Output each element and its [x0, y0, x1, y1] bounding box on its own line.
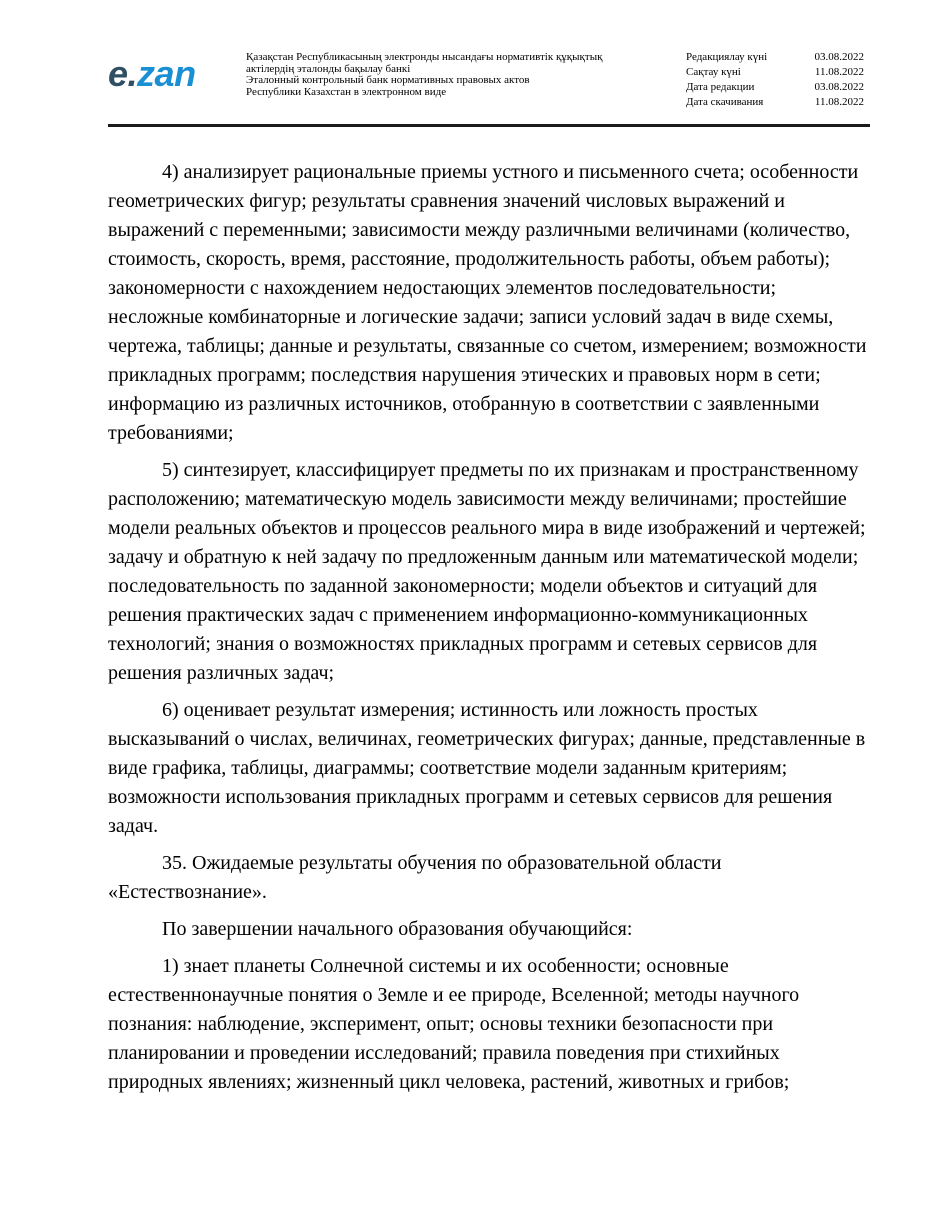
- header-line: Қазақстан Республикасының электронды нысандағы нормативтік құқықтық: [246, 51, 603, 63]
- header-line: Республики Казахстан в электронном виде: [246, 85, 447, 98]
- meta-label: Редакциялау күні: [686, 51, 768, 63]
- ezan-logo: [108, 52, 196, 96]
- meta-row: [686, 65, 864, 80]
- meta-value: 11.08.2022: [814, 96, 864, 108]
- document-dates: [686, 50, 864, 110]
- paragraph: 35. Ожидаемые результаты обучения по образовательной области «Естествознание».: [108, 852, 722, 903]
- header-description: [246, 52, 666, 98]
- meta-label: Сақтау күні: [686, 66, 741, 78]
- document-body: [108, 158, 868, 1105]
- logo-zan: zan: [137, 53, 196, 94]
- meta-row: [686, 95, 864, 110]
- meta-value: 03.08.2022: [814, 81, 864, 93]
- meta-label: Дата редакции: [686, 81, 755, 93]
- meta-label: Дата скачивания: [686, 96, 764, 108]
- logo-dot: .: [127, 53, 138, 94]
- header-divider: [108, 124, 870, 127]
- paragraph: 4) анализирует рациональные приемы устного и письменного счета; особенности геометрических фигур; результаты сравнения значений числовых выражений и выражений с переменными; зависимости между различными величинами (количество, стоимость, скорость, время, расстояние, продолжительность работы, объем работы); закономерности с нахождением недостающих элементов последовательности; несложные комбинаторные и логические задачи; записи условий задач в виде схемы, чертежа, таблицы; данные и результаты, связанные со счетом, измерением; возможности прикладных программ; последствия нарушения этических и правовых норм в сети; информацию из различных источников, отобранную в соответствии с заявленными требованиями;: [108, 161, 867, 444]
- header-line: актілердің эталонды бақылау банкі: [246, 62, 411, 75]
- paragraph: 5) синтезирует, классифицирует предметы по их признакам и пространственному расположению; математическую модель зависимости между величинами; простейшие модели реальных объектов и процессов реального мира в виде изображений и чертежей; задачу и обратную к ней задачу по предложенным данным или математической модели; последовательность по заданной закономерности; модели объектов и ситуаций для решения практических задач с применением информационно-коммуникационных технологий; знания о возможностях прикладных программ и сетевых сервисов для решения различных задач;: [108, 459, 866, 684]
- meta-row: [686, 50, 864, 65]
- paragraph: 6) оценивает результат измерения; истинность или ложность простых высказываний о числах, величинах, геометрических фигурах; данные, представленные в виде графика, таблицы, диаграммы; соответствие модели заданным критериям; возможности использования прикладных программ и сетевых сервисов для решения задач.: [108, 699, 866, 837]
- paragraph: По завершении начального образования обучающийся:: [162, 918, 633, 940]
- header-line: Эталонный контрольный банк нормативных правовых актов: [246, 74, 530, 86]
- meta-value: 03.08.2022: [814, 51, 864, 63]
- meta-value: 11.08.2022: [814, 66, 864, 78]
- logo-e: e: [108, 53, 128, 94]
- meta-row: [686, 80, 864, 95]
- paragraph: 1) знает планеты Солнечной системы и их особенности; основные естественнонаучные понятия о Земле и ее природе, Вселенной; методы научного познания: наблюдение, эксперимент, опыт; основы техники безопасности при планировании и проведении исследований; правила поведения при стихийных природных явлениях; жизненный цикл человека, растений, животных и грибов;: [108, 955, 800, 1093]
